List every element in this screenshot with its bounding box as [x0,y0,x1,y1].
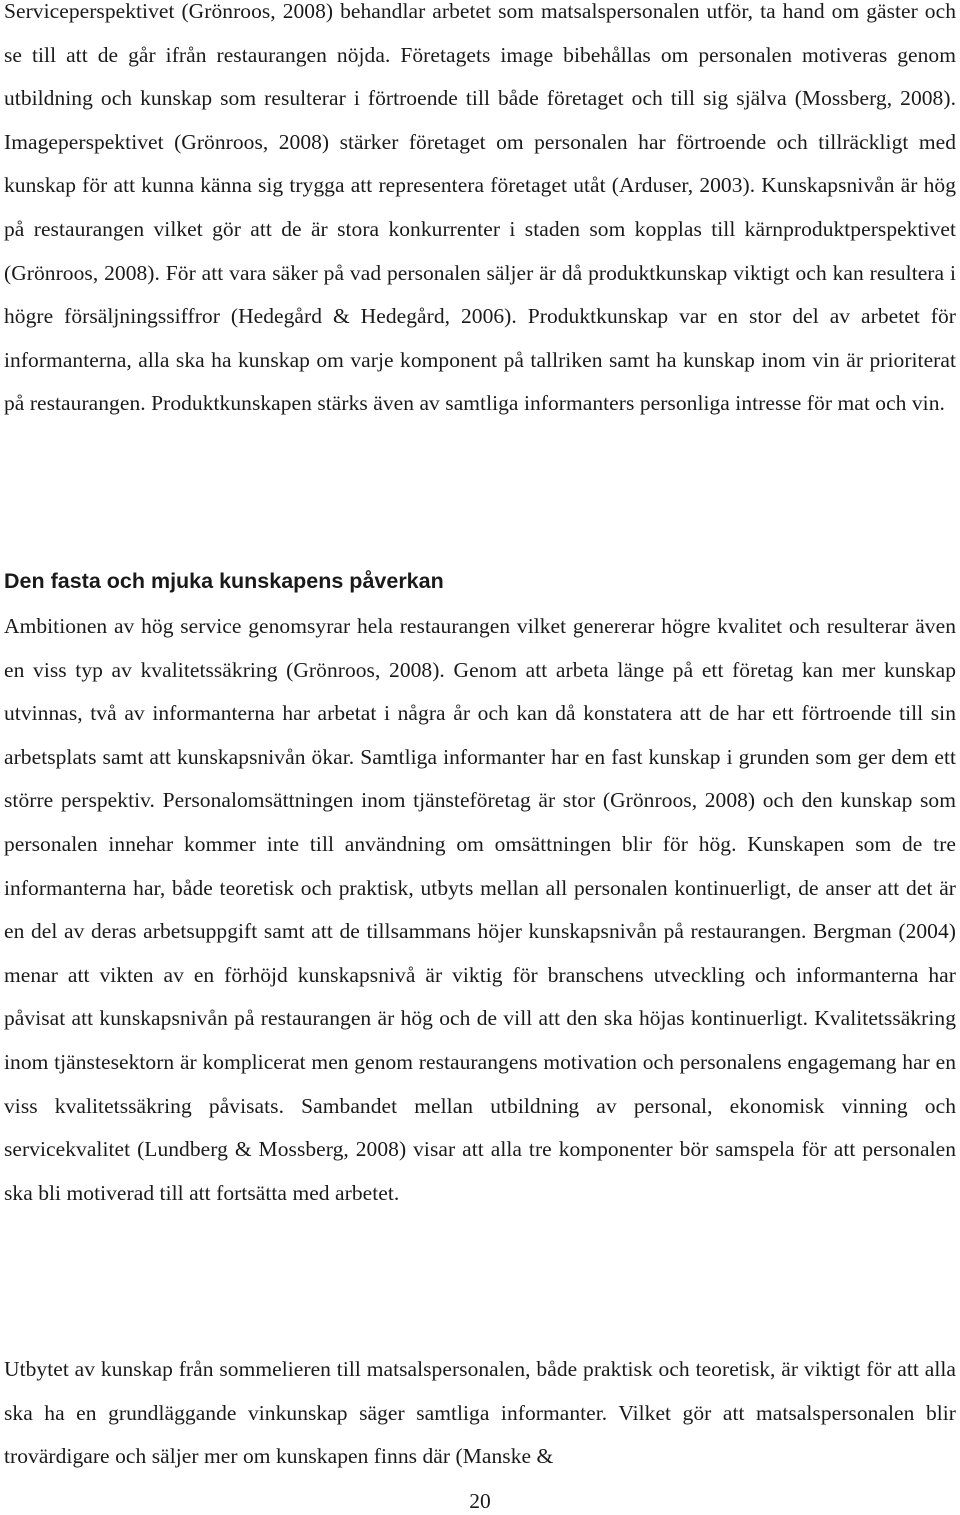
page-number: 20 [469,1489,491,1513]
body-paragraph-2: Ambitionen av hög service genomsyrar hela restaurangen vilket genererar högre kvalitet och resulterar även en viss typ av kvalitetssäkring (Grönroos, 2008). Genom att arbeta länge på ett företag kan mer kunskap utvinnas, två av informanterna har arbetat i några år och kan då konstatera att de har ett förtroende till sin arbetsplats samt att kunskapsnivån ökar. Samtliga informanter har en fast kunskap i grunden som ger dem ett större perspektiv. Personalomsättningen inom tjänsteföretag är stor (Grönroos, 2008) och den kunskap som personalen innehar kommer inte till användning om omsättningen blir för hög. Kunskapen som de tre informanterna har, både teoretisk och praktisk, utbyts mellan all personalen kontinuerligt, de anser att det är en del av deras arbetsuppgift samt att de tillsammans höjer kunskapsnivån på restaurangen. Bergman (2004) menar att vikten av en förhöjd kunskapsnivå är viktig för branschens utveckling och informanterna har påvisat att kunskapsnivån på restaurangen är hög och de vill att den ska höjas kontinuerligt. Kvalitetssäkring inom tjänstesektorn är komplicerat men genom restaurangens motivation och personalens engagemang har en viss kvalitetssäkring påvisats. Sambandet mellan utbildning av personal, ekonomisk vinning och servicekvalitet (Lundberg & Mossberg, 2008) visar att alla tre komponenter bör samspela för att personalen ska bli motiverad till att fortsätta med arbetet. [4,614,956,1205]
document-page [4,0,956,1469]
section-heading: Den fasta och mjuka kunskapens påverkan [4,569,444,593]
body-paragraph-3: Utbytet av kunskap från sommelieren till matsalspersonalen, både praktisk och teoretisk, är viktigt för att alla ska ha en grundläggande vinkunskap säger samtliga informanter. Vilket gör att matsalspersonalen blir trovärdigare och säljer mer om kunskapen finns där (Manske & [4,1357,956,1469]
body-paragraph-1: Serviceperspektivet (Grönroos, 2008) behandlar arbetet som matsalspersonalen utför, ta hand om gäster och se till att de går ifrån restaurangen nöjda. Företagets image bibehållas om personalen motiveras genom utbildning och kunskap som resulterar i förtroende till både företaget och till sig själva (Mossberg, 2008). Imageperspektivet (Grönroos, 2008) stärker företaget om personalen har förtroende och tillräckligt med kunskap för att kunna känna sig trygga att representera företaget utåt (Arduser, 2003). Kunskapsnivån är hög på restaurangen vilket gör att de är stora konkurrenter i staden som kopplas till kärnproduktperspektivet (Grönroos, 2008). För att vara säker på vad personalen säljer är då produktkunskap viktigt och kan resultera i högre försäljningssiffror (Hedegård & Hedegård, 2006). Produktkunskap var en stor del av arbetet för informanterna, alla ska ha kunskap om varje komponent på tallriken samt ha kunskap inom vin är prioriterat på restaurangen. Produktkunskapen stärks även av samtliga informanters personliga intresse för mat och vin. [4,0,956,416]
